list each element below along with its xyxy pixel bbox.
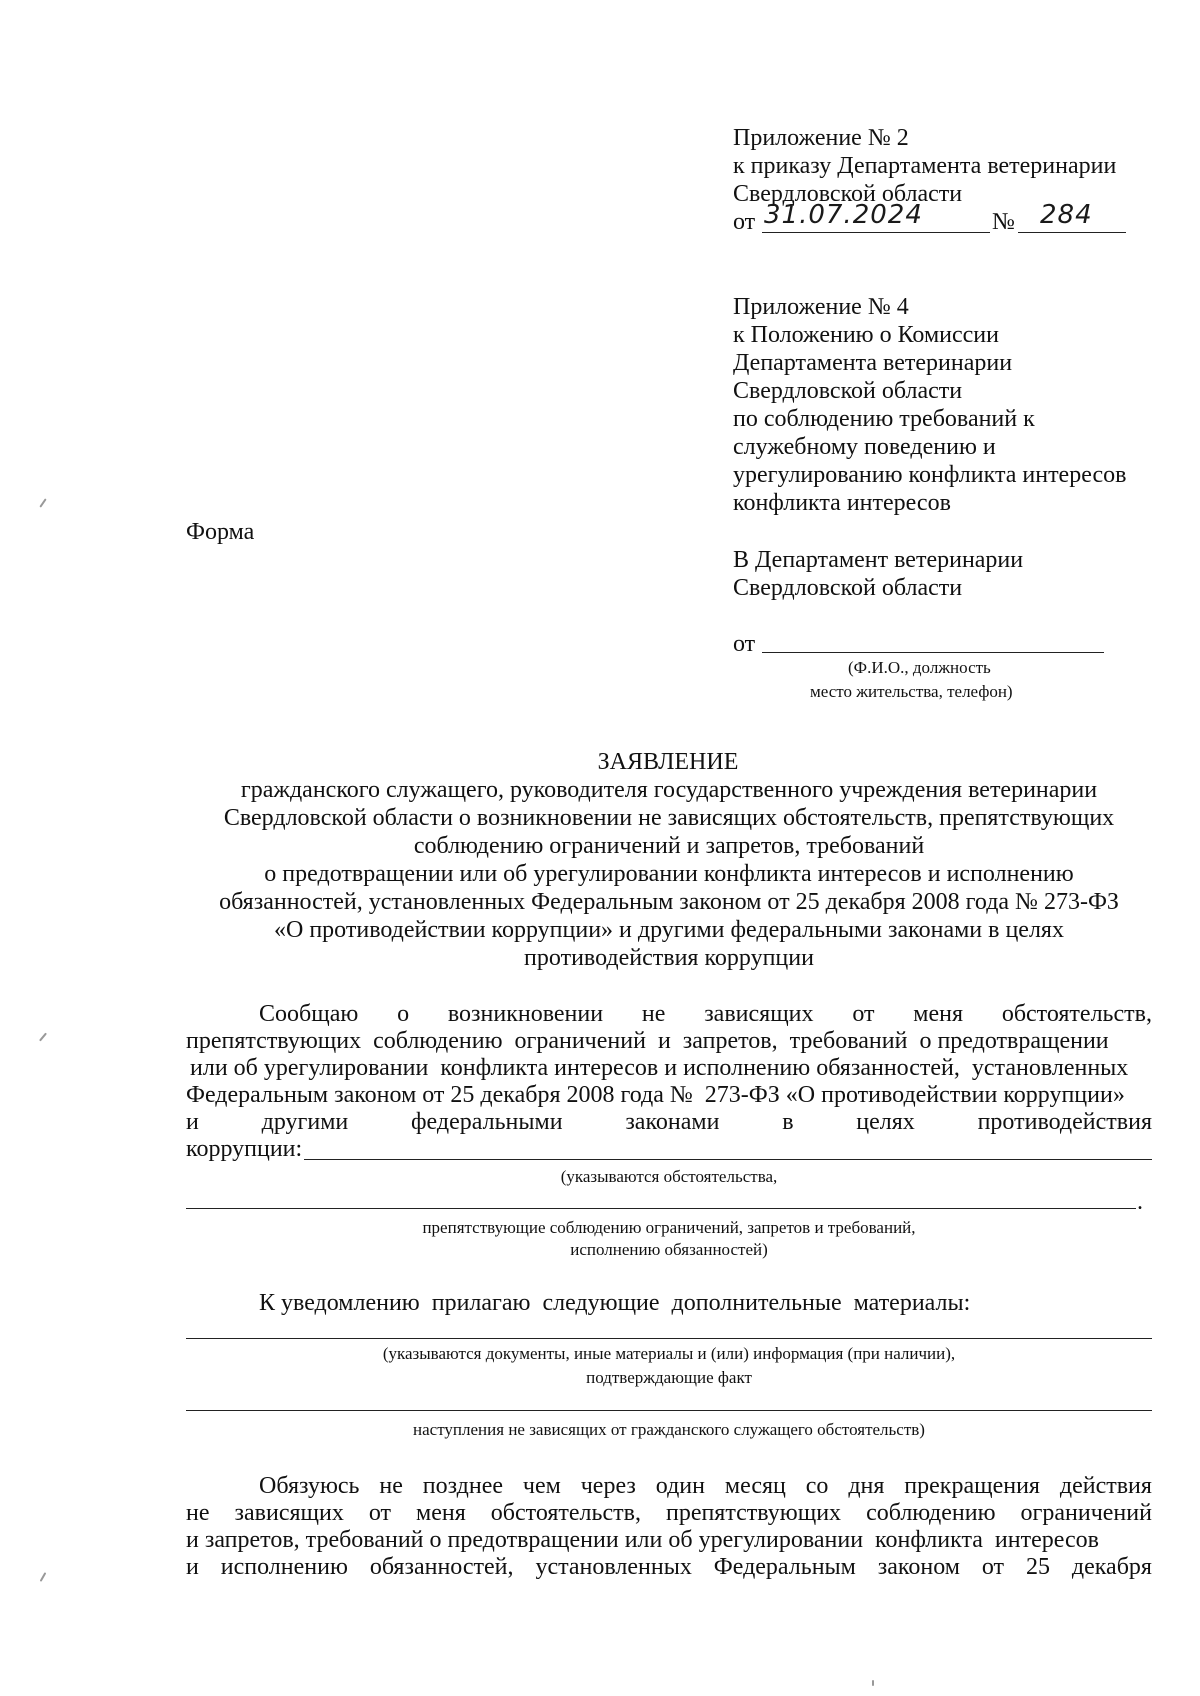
word: от [852, 1001, 875, 1027]
form-label: Форма [186, 519, 255, 545]
word: законом [877, 1554, 960, 1580]
appendix4-line: конфликта интересов [733, 490, 951, 516]
circumstances-hint2: препятствующие соблюдению ограничений, запретов и требований, [422, 1218, 916, 1237]
scan-speck [39, 498, 46, 507]
word: Федеральным [713, 1554, 856, 1580]
word: соблюдению [866, 1500, 996, 1526]
word: не [186, 1500, 210, 1526]
word: установленных [535, 1554, 692, 1580]
word: противодействия [977, 1109, 1152, 1135]
addressee-from-label: от [733, 631, 756, 657]
addressee-line2: Свердловской области [733, 575, 963, 601]
word: 25 [1025, 1554, 1050, 1580]
body2-row3: и запретов, требований о предотвращении или об урегулировании конфликта интересов [186, 1527, 1099, 1553]
body2-row4 [186, 1553, 1152, 1581]
appendix4-line: Приложение № 4 [733, 294, 909, 320]
appendix4-line: Департамента ветеринарии [733, 350, 1013, 376]
word: через [580, 1473, 636, 1499]
title-line: «О противодействии коррупции» и другими федеральными законами в целях [274, 917, 1064, 943]
body2-row1 [259, 1472, 1152, 1500]
word: федеральными [411, 1109, 563, 1135]
appendix4-line: по соблюдению требований к [733, 406, 1035, 432]
body1-row3: или об урегулировании конфликта интересов и исполнению обязанностей, установленных [190, 1055, 1129, 1081]
appendix2-line3: Свердловской области [733, 181, 963, 207]
attachments-line [186, 1338, 1152, 1339]
circumstances-hint1: (указываются обстоятельства, [560, 1167, 778, 1186]
handwritten-number: 284 [1040, 200, 1093, 230]
attachments-text: К уведомлению прилагаю следующие дополнительные материалы: [259, 1290, 971, 1316]
appendix2-number-label: № [992, 209, 1015, 235]
title-line: соблюдению ограничений и запретов, требований [413, 833, 925, 859]
body1-row2: препятствующих соблюдению ограничений и запретов, требований о предотвращении [186, 1028, 1109, 1054]
word: зависящих [704, 1001, 814, 1027]
word: дня [848, 1473, 885, 1499]
body2-row2 [186, 1499, 1152, 1527]
word: и [186, 1554, 199, 1580]
attachments-line-2 [186, 1410, 1152, 1411]
word: чем [522, 1473, 561, 1499]
sender-hint2: место жительства, телефон) [810, 682, 1013, 701]
circumstances-line-2 [186, 1208, 1136, 1209]
word: обязанностей, [369, 1554, 514, 1580]
word: от [368, 1500, 392, 1526]
body1-row5 [186, 1108, 1152, 1136]
appendix4-line: Свердловской области [733, 378, 963, 404]
word: прекращения [904, 1473, 1040, 1499]
word: и [186, 1109, 199, 1135]
appendix2-line1: Приложение № 2 [733, 125, 909, 151]
appendix4-line: служебному поведению и [733, 434, 996, 460]
word: месяц [724, 1473, 786, 1499]
word: исполнению [220, 1554, 348, 1580]
word: один [655, 1473, 705, 1499]
body1-row1 [259, 1000, 1152, 1028]
sender-line [762, 652, 1104, 653]
word: в [782, 1109, 794, 1135]
circumstances-hint3: исполнению обязанностей) [570, 1240, 768, 1259]
title-line: обязанностей, установленных Федеральным законом от 25 декабря 2008 года № 273-ФЗ [219, 889, 1119, 915]
scan-speck [872, 1680, 874, 1686]
appendix4-line: к Положению о Комиссии [733, 322, 999, 348]
body1-row6-label: коррупции: [186, 1136, 303, 1162]
title-line: о предотвращении или об урегулировании конфликта интересов и исполнению [264, 861, 1074, 887]
scan-speck [39, 1033, 47, 1042]
word: обстоятельств, [490, 1500, 641, 1526]
circumstances-line [304, 1159, 1152, 1160]
number-underline [1018, 232, 1126, 233]
scan-speck [40, 1572, 47, 1582]
appendix2-from-label: от [733, 209, 756, 235]
title-line: противодействия коррупции [524, 945, 814, 971]
word: меня [913, 1001, 964, 1027]
word: не [641, 1001, 666, 1027]
word: возникновении [447, 1001, 604, 1027]
body1-row4: Федеральным законом от 25 декабря 2008 года № 273-ФЗ «О противодействии коррупции» [186, 1082, 1125, 1108]
word: позднее [422, 1473, 504, 1499]
word: Сообщаю [259, 1001, 359, 1027]
handwritten-date: 31.07.2024 [764, 200, 923, 230]
attachments-hint2: подтверждающие факт [586, 1368, 752, 1387]
word: со [805, 1473, 829, 1499]
word: ограничений [1020, 1500, 1152, 1526]
word: другими [261, 1109, 349, 1135]
word: декабря [1071, 1554, 1152, 1580]
addressee-line1: В Департамент ветеринарии [733, 547, 1024, 573]
date-underline [762, 232, 990, 233]
word: целях [856, 1109, 915, 1135]
appendix2-line2: к приказу Департамента ветеринарии [733, 153, 1117, 179]
word: законами [625, 1109, 720, 1135]
title-line: гражданского служащего, руководителя государственного учреждения ветеринарии [240, 777, 1098, 803]
word: о [397, 1001, 410, 1027]
attachments-hint3: наступления не зависящих от гражданского служащего обстоятельств) [413, 1420, 925, 1439]
word: от [981, 1554, 1005, 1580]
word: Обязуюсь [259, 1473, 360, 1499]
word: обстоятельств, [1001, 1001, 1152, 1027]
word: зависящих [234, 1500, 344, 1526]
word: препятствующих [665, 1500, 842, 1526]
sender-hint1: (Ф.И.О., должность [848, 658, 991, 677]
circumstances-end-dot: . [1137, 1189, 1143, 1215]
title-line: Свердловской области о возникновении не зависящих обстоятельств, препятствующих [223, 805, 1115, 831]
attachments-hint1: (указываются документы, иные материалы и (или) информация (при наличии), [382, 1344, 956, 1363]
appendix4-line: урегулированию конфликта интересов [733, 462, 1127, 488]
word: меня [416, 1500, 466, 1526]
title-heading: ЗАЯВЛЕНИЕ [597, 749, 739, 775]
word: действия [1059, 1473, 1152, 1499]
word: не [379, 1473, 403, 1499]
